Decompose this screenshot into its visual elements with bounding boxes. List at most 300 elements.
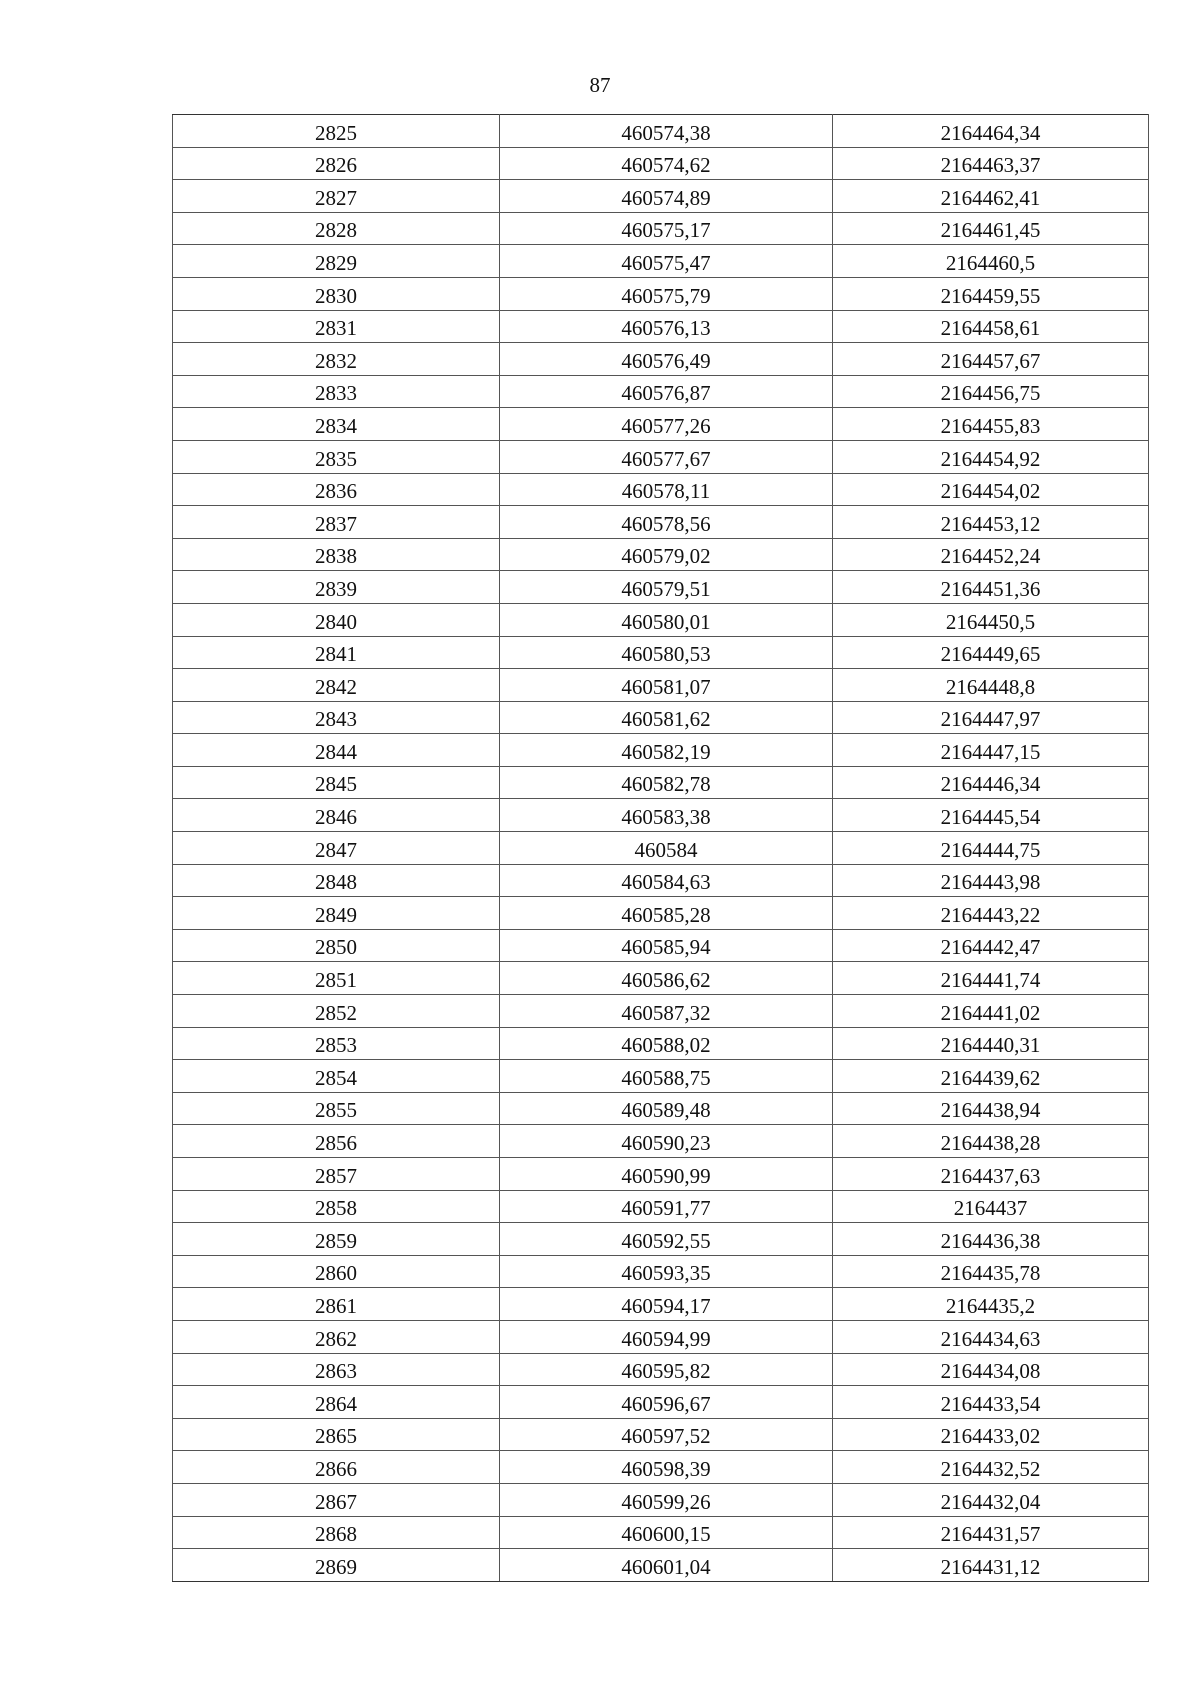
cell-value: 460600,15	[621, 1522, 711, 1547]
point-number-cell	[173, 571, 500, 604]
cell-value: 2164431,12	[940, 1554, 1041, 1579]
cell-value: 2164441,02	[940, 1000, 1041, 1025]
cell-value: 2854	[315, 1065, 357, 1090]
cell-value: 2848	[315, 870, 357, 895]
point-number-cell	[173, 1158, 500, 1191]
x-coordinate-cell	[500, 962, 833, 995]
cell-value: 460578,11	[621, 479, 711, 504]
page-number: 87	[589, 73, 611, 97]
point-number-cell	[173, 506, 500, 539]
cell-value: 2164461,45	[940, 218, 1041, 243]
cell-value: 2164459,55	[940, 283, 1041, 308]
cell-value: 2844	[315, 739, 357, 764]
y-coordinate-cell	[833, 212, 1149, 245]
coordinates-table-body	[173, 115, 1149, 1582]
cell-value: 2164435,2	[945, 1293, 1036, 1318]
cell-value: 2164446,34	[940, 772, 1041, 797]
x-coordinate-cell	[500, 1190, 833, 1223]
point-number-cell	[173, 799, 500, 832]
cell-value: 2164433,02	[940, 1424, 1041, 1449]
cell-value: 460582,78	[621, 772, 711, 797]
y-coordinate-cell	[833, 897, 1149, 930]
x-coordinate-cell	[500, 408, 833, 441]
cell-value: 2164433,54	[940, 1391, 1041, 1416]
table-row	[173, 995, 1149, 1028]
point-number-cell	[173, 636, 500, 669]
y-coordinate-cell	[833, 1223, 1149, 1256]
x-coordinate-cell	[500, 1386, 833, 1419]
point-number-cell	[173, 929, 500, 962]
point-number-cell	[173, 408, 500, 441]
x-coordinate-cell	[500, 1027, 833, 1060]
y-coordinate-cell	[833, 669, 1149, 702]
point-number-cell	[173, 1125, 500, 1158]
cell-value: 2827	[315, 185, 357, 210]
table-row	[173, 1223, 1149, 1256]
y-coordinate-cell	[833, 766, 1149, 799]
point-number-cell	[173, 375, 500, 408]
x-coordinate-cell	[500, 1092, 833, 1125]
y-coordinate-cell	[833, 995, 1149, 1028]
table-row	[173, 473, 1149, 506]
cell-value: 2850	[315, 935, 357, 960]
point-number-cell	[173, 343, 500, 376]
x-coordinate-cell	[500, 1353, 833, 1386]
table-row	[173, 864, 1149, 897]
point-number-cell	[173, 1027, 500, 1060]
cell-value: 2832	[315, 348, 357, 373]
cell-value: 2840	[315, 609, 357, 634]
point-number-cell	[173, 1549, 500, 1582]
cell-value: 2865	[315, 1424, 357, 1449]
point-number-cell	[173, 897, 500, 930]
cell-value: 2864	[315, 1391, 357, 1416]
y-coordinate-cell	[833, 147, 1149, 180]
cell-value: 2855	[315, 1098, 357, 1123]
point-number-cell	[173, 180, 500, 213]
cell-value: 460575,17	[621, 218, 711, 243]
cell-value: 2164443,22	[940, 902, 1041, 927]
cell-value: 460591,77	[621, 1196, 711, 1221]
cell-value: 460589,48	[621, 1098, 711, 1123]
table-row	[173, 343, 1149, 376]
table-row	[173, 506, 1149, 539]
cell-value: 2856	[315, 1131, 357, 1155]
x-coordinate-cell	[500, 1418, 833, 1451]
cell-value: 2852	[315, 1000, 357, 1025]
cell-value: 2847	[315, 837, 357, 862]
x-coordinate-cell	[500, 571, 833, 604]
x-coordinate-cell	[500, 669, 833, 702]
y-coordinate-cell	[833, 1516, 1149, 1549]
cell-value: 2164434,63	[940, 1326, 1041, 1351]
point-number-cell	[173, 701, 500, 734]
cell-value: 460594,99	[621, 1326, 711, 1351]
cell-value: 2164463,37	[940, 153, 1041, 178]
point-number-cell	[173, 669, 500, 702]
point-number-cell	[173, 1223, 500, 1256]
y-coordinate-cell	[833, 375, 1149, 408]
cell-value: 460593,35	[621, 1261, 711, 1286]
x-coordinate-cell	[500, 701, 833, 734]
cell-value: 2831	[315, 316, 357, 341]
cell-value: 2164455,83	[940, 413, 1041, 438]
point-number-cell	[173, 734, 500, 767]
table-row	[173, 245, 1149, 278]
cell-value: 2834	[315, 413, 357, 438]
table-row	[173, 1386, 1149, 1419]
y-coordinate-cell	[833, 603, 1149, 636]
x-coordinate-cell	[500, 506, 833, 539]
cell-value: 460598,39	[621, 1456, 711, 1481]
table-row	[173, 1190, 1149, 1223]
cell-value: 460574,38	[621, 120, 711, 145]
table-row	[173, 1092, 1149, 1125]
cell-value: 460576,13	[621, 316, 711, 341]
x-coordinate-cell	[500, 799, 833, 832]
y-coordinate-cell	[833, 1092, 1149, 1125]
cell-value: 2860	[315, 1261, 357, 1286]
x-coordinate-cell	[500, 1451, 833, 1484]
cell-value: 460575,79	[621, 283, 711, 308]
table-row	[173, 571, 1149, 604]
point-number-cell	[173, 1255, 500, 1288]
table-row	[173, 115, 1149, 148]
point-number-cell	[173, 1451, 500, 1484]
x-coordinate-cell	[500, 636, 833, 669]
table-row	[173, 408, 1149, 441]
cell-value: 2828	[315, 218, 357, 243]
cell-value: 460588,75	[621, 1065, 711, 1090]
coordinates-table	[172, 114, 1149, 1582]
y-coordinate-cell	[833, 1549, 1149, 1582]
x-coordinate-cell	[500, 212, 833, 245]
cell-value: 2164460,5	[945, 250, 1036, 275]
cell-value: 460580,01	[621, 609, 711, 634]
x-coordinate-cell	[500, 1255, 833, 1288]
x-coordinate-cell	[500, 766, 833, 799]
cell-value: 2845	[315, 772, 357, 797]
x-coordinate-cell	[500, 245, 833, 278]
cell-value: 2164449,65	[940, 642, 1041, 667]
x-coordinate-cell	[500, 832, 833, 865]
x-coordinate-cell	[500, 1549, 833, 1582]
x-coordinate-cell	[500, 277, 833, 310]
cell-value: 2164439,62	[940, 1065, 1041, 1090]
point-number-cell	[173, 147, 500, 180]
x-coordinate-cell	[500, 995, 833, 1028]
x-coordinate-cell	[500, 375, 833, 408]
cell-value: 2164441,74	[940, 968, 1041, 993]
cell-value: 2164437,63	[940, 1163, 1041, 1188]
cell-value: 2164454,92	[940, 446, 1041, 471]
point-number-cell	[173, 962, 500, 995]
cell-value: 460584,63	[621, 870, 711, 895]
cell-value: 2164442,47	[940, 935, 1041, 960]
cell-value: 460584	[634, 837, 698, 862]
table-row	[173, 636, 1149, 669]
cell-value: 460597,52	[621, 1424, 711, 1449]
cell-value: 460576,49	[621, 348, 711, 373]
table-row	[173, 147, 1149, 180]
x-coordinate-cell	[500, 929, 833, 962]
table-row	[173, 1060, 1149, 1093]
x-coordinate-cell	[500, 473, 833, 506]
cell-value: 460580,53	[621, 642, 711, 667]
table-row	[173, 212, 1149, 245]
table-row	[173, 766, 1149, 799]
x-coordinate-cell	[500, 1516, 833, 1549]
point-number-cell	[173, 1483, 500, 1516]
table-row	[173, 375, 1149, 408]
y-coordinate-cell	[833, 1027, 1149, 1060]
point-number-cell	[173, 1092, 500, 1125]
cell-value: 2164454,02	[940, 479, 1041, 504]
cell-value: 460585,28	[621, 902, 711, 927]
table-row	[173, 603, 1149, 636]
point-number-cell	[173, 473, 500, 506]
x-coordinate-cell	[500, 343, 833, 376]
cell-value: 2164432,04	[940, 1489, 1041, 1514]
cell-value: 2837	[315, 511, 357, 536]
table-row	[173, 277, 1149, 310]
cell-value: 460583,38	[621, 805, 711, 830]
y-coordinate-cell	[833, 408, 1149, 441]
table-row	[173, 734, 1149, 767]
x-coordinate-cell	[500, 1483, 833, 1516]
table-row	[173, 669, 1149, 702]
point-number-cell	[173, 310, 500, 343]
table-row	[173, 897, 1149, 930]
cell-value: 2164462,41	[940, 185, 1041, 210]
cell-value: 2164443,98	[940, 870, 1041, 895]
table-row	[173, 440, 1149, 473]
cell-value: 2825	[315, 120, 357, 145]
cell-value: 2164447,15	[940, 739, 1041, 764]
cell-value: 460599,26	[621, 1489, 711, 1514]
x-coordinate-cell	[500, 538, 833, 571]
cell-value: 2838	[315, 544, 357, 569]
point-number-cell	[173, 1190, 500, 1223]
cell-value: 460576,87	[621, 381, 711, 406]
cell-value: 2164434,08	[940, 1359, 1041, 1384]
point-number-cell	[173, 440, 500, 473]
cell-value: 460574,62	[621, 153, 711, 178]
table-row	[173, 1418, 1149, 1451]
x-coordinate-cell	[500, 440, 833, 473]
table-row	[173, 1549, 1149, 1582]
table-row	[173, 1320, 1149, 1353]
table-row	[173, 929, 1149, 962]
table-row	[173, 1483, 1149, 1516]
table-row	[173, 1516, 1149, 1549]
cell-value: 2164452,24	[940, 544, 1041, 569]
cell-value: 460574,89	[621, 185, 711, 210]
x-coordinate-cell	[500, 115, 833, 148]
y-coordinate-cell	[833, 1353, 1149, 1386]
cell-value: 460594,17	[621, 1293, 711, 1318]
cell-value: 2835	[315, 446, 357, 471]
cell-value: 2164453,12	[940, 511, 1041, 536]
y-coordinate-cell	[833, 962, 1149, 995]
table-row	[173, 1125, 1149, 1158]
y-coordinate-cell	[833, 1190, 1149, 1223]
point-number-cell	[173, 1288, 500, 1321]
cell-value: 2164437	[953, 1196, 1028, 1221]
x-coordinate-cell	[500, 897, 833, 930]
cell-value: 460579,02	[621, 544, 711, 569]
cell-value: 2164432,52	[940, 1456, 1041, 1481]
cell-value: 460578,56	[621, 511, 711, 536]
cell-value: 2859	[315, 1228, 357, 1253]
point-number-cell	[173, 1353, 500, 1386]
y-coordinate-cell	[833, 1125, 1149, 1158]
cell-value: 460579,51	[621, 576, 711, 601]
y-coordinate-cell	[833, 701, 1149, 734]
table-row	[173, 1027, 1149, 1060]
cell-value: 2164436,38	[940, 1228, 1041, 1253]
cell-value: 460587,32	[621, 1000, 711, 1025]
cell-value: 460577,67	[621, 446, 711, 471]
y-coordinate-cell	[833, 1320, 1149, 1353]
cell-value: 2164445,54	[940, 805, 1041, 830]
table-row	[173, 1255, 1149, 1288]
y-coordinate-cell	[833, 1386, 1149, 1419]
y-coordinate-cell	[833, 245, 1149, 278]
y-coordinate-cell	[833, 310, 1149, 343]
table-row	[173, 1158, 1149, 1191]
y-coordinate-cell	[833, 277, 1149, 310]
y-coordinate-cell	[833, 1158, 1149, 1191]
point-number-cell	[173, 115, 500, 148]
y-coordinate-cell	[833, 115, 1149, 148]
point-number-cell	[173, 603, 500, 636]
y-coordinate-cell	[833, 440, 1149, 473]
table-row	[173, 180, 1149, 213]
cell-value: 2164456,75	[940, 381, 1041, 406]
y-coordinate-cell	[833, 571, 1149, 604]
cell-value: 2164435,78	[940, 1261, 1041, 1286]
x-coordinate-cell	[500, 1223, 833, 1256]
y-coordinate-cell	[833, 864, 1149, 897]
cell-value: 2862	[315, 1326, 357, 1351]
x-coordinate-cell	[500, 1320, 833, 1353]
x-coordinate-cell	[500, 147, 833, 180]
point-number-cell	[173, 995, 500, 1028]
x-coordinate-cell	[500, 603, 833, 636]
point-number-cell	[173, 245, 500, 278]
cell-value: 2868	[315, 1522, 357, 1547]
cell-value: 2164444,75	[940, 837, 1041, 862]
cell-value: 2867	[315, 1489, 357, 1514]
y-coordinate-cell	[833, 538, 1149, 571]
table-row	[173, 310, 1149, 343]
table-row	[173, 799, 1149, 832]
cell-value: 460596,67	[621, 1391, 711, 1416]
x-coordinate-cell	[500, 1060, 833, 1093]
cell-value: 460575,47	[621, 250, 711, 275]
cell-value: 460590,23	[621, 1131, 711, 1155]
y-coordinate-cell	[833, 1288, 1149, 1321]
cell-value: 2164450,5	[945, 609, 1036, 634]
cell-value: 2164451,36	[940, 576, 1041, 601]
cell-value: 2841	[315, 642, 357, 667]
y-coordinate-cell	[833, 1451, 1149, 1484]
x-coordinate-cell	[500, 310, 833, 343]
table-row	[173, 1451, 1149, 1484]
y-coordinate-cell	[833, 929, 1149, 962]
point-number-cell	[173, 1060, 500, 1093]
cell-value: 2836	[315, 479, 357, 504]
point-number-cell	[173, 1320, 500, 1353]
y-coordinate-cell	[833, 180, 1149, 213]
cell-value: 2842	[315, 674, 357, 699]
cell-value: 460585,94	[621, 935, 711, 960]
table-row	[173, 962, 1149, 995]
table-row	[173, 701, 1149, 734]
x-coordinate-cell	[500, 734, 833, 767]
cell-value: 2857	[315, 1163, 357, 1188]
point-number-cell	[173, 538, 500, 571]
cell-value: 2164458,61	[940, 316, 1041, 341]
cell-value: 2164464,34	[940, 120, 1041, 145]
cell-value: 2164457,67	[940, 348, 1041, 373]
table-row	[173, 1288, 1149, 1321]
cell-value: 2846	[315, 805, 357, 830]
y-coordinate-cell	[833, 1483, 1149, 1516]
y-coordinate-cell	[833, 506, 1149, 539]
cell-value: 2833	[315, 381, 357, 406]
cell-value: 2866	[315, 1456, 357, 1481]
cell-value: 2826	[315, 153, 357, 178]
cell-value: 460581,07	[621, 674, 711, 699]
point-number-cell	[173, 864, 500, 897]
cell-value: 2830	[315, 283, 357, 308]
cell-value: 460581,62	[621, 707, 711, 732]
cell-value: 2849	[315, 902, 357, 927]
cell-value: 460582,19	[621, 739, 711, 764]
y-coordinate-cell	[833, 734, 1149, 767]
y-coordinate-cell	[833, 636, 1149, 669]
cell-value: 460592,55	[621, 1228, 711, 1253]
point-number-cell	[173, 277, 500, 310]
cell-value: 460595,82	[621, 1359, 711, 1384]
point-number-cell	[173, 1418, 500, 1451]
cell-value: 2164447,97	[940, 707, 1041, 732]
point-number-cell	[173, 832, 500, 865]
point-number-cell	[173, 1386, 500, 1419]
table-row	[173, 832, 1149, 865]
cell-value: 2843	[315, 707, 357, 732]
cell-value: 2164431,57	[940, 1522, 1041, 1547]
y-coordinate-cell	[833, 832, 1149, 865]
point-number-cell	[173, 1516, 500, 1549]
x-coordinate-cell	[500, 180, 833, 213]
cell-value: 2829	[315, 250, 357, 275]
cell-value: 460577,26	[621, 413, 711, 438]
y-coordinate-cell	[833, 799, 1149, 832]
y-coordinate-cell	[833, 473, 1149, 506]
cell-value: 2861	[315, 1293, 357, 1318]
cell-value: 460588,02	[621, 1033, 711, 1058]
cell-value: 2853	[315, 1033, 357, 1058]
cell-value: 460590,99	[621, 1163, 711, 1188]
x-coordinate-cell	[500, 1125, 833, 1158]
x-coordinate-cell	[500, 864, 833, 897]
cell-value: 2164448,8	[945, 674, 1036, 699]
cell-value: 2164438,28	[940, 1131, 1041, 1155]
x-coordinate-cell	[500, 1158, 833, 1191]
